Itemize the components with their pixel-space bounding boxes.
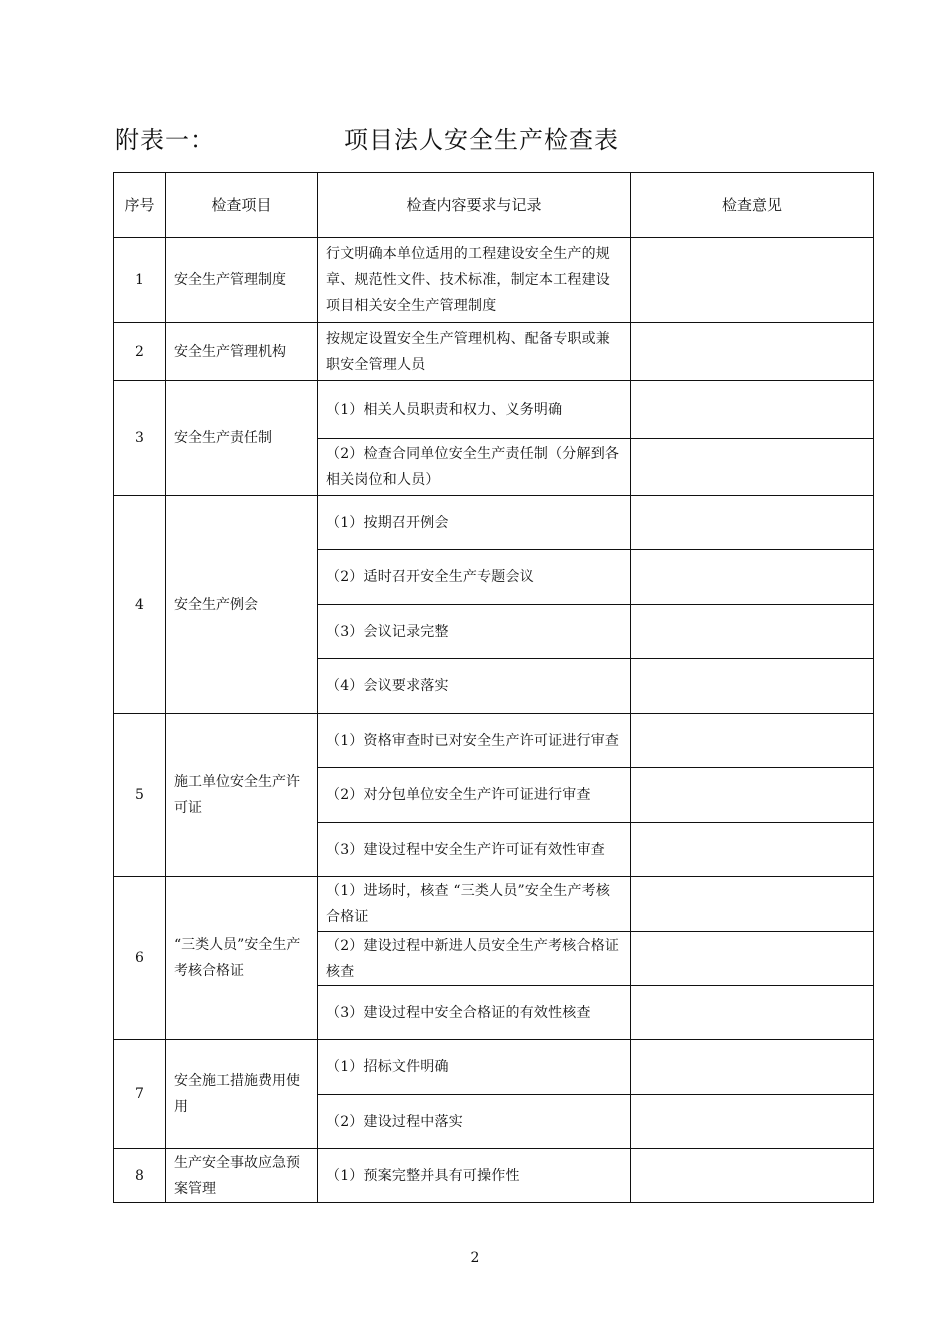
opinion-cell[interactable] — [631, 714, 874, 768]
requirement: 行文明确本单位适用的工程建设安全生产的规章、规范性文件、技术标准，制定本工程建设项目相关安全生产管理制度 — [318, 238, 631, 323]
opinion-cell[interactable] — [631, 932, 874, 986]
opinion-cell[interactable] — [631, 986, 874, 1040]
opinion-cell[interactable] — [631, 877, 874, 932]
table-row — [114, 381, 874, 439]
opinion-cell[interactable] — [631, 550, 874, 605]
requirement: （3）建设过程中安全生产许可证有效性审查 — [318, 823, 631, 877]
page-number: 2 — [470, 1250, 480, 1266]
requirement: （4）会议要求落实 — [318, 659, 631, 714]
opinion-cell[interactable] — [631, 238, 874, 323]
page-title: 项目法人安全生产检查表 — [344, 126, 619, 154]
requirement: （1）相关人员职责和权力、义务明确 — [318, 381, 631, 439]
check-item: 生产安全事故应急预案管理 — [166, 1149, 318, 1203]
requirement: （1）预案完整并具有可操作性 — [318, 1149, 631, 1203]
row-number: 4 — [114, 496, 166, 714]
header-opinion: 检查意见 — [631, 173, 874, 238]
table-row — [114, 238, 874, 323]
requirement: （1）招标文件明确 — [318, 1040, 631, 1095]
requirement: （1）资格审查时已对安全生产许可证进行审查 — [318, 714, 631, 768]
opinion-cell[interactable] — [631, 323, 874, 381]
row-number: 8 — [114, 1149, 166, 1203]
requirement: （1）进场时，核查 “三类人员”安全生产考核合格证 — [318, 877, 631, 932]
page-heading — [115, 120, 875, 156]
requirement: （3）会议记录完整 — [318, 605, 631, 659]
table-row — [114, 1040, 874, 1095]
requirement: （2）建设过程中新进人员安全生产考核合格证核查 — [318, 932, 631, 986]
opinion-cell[interactable] — [631, 381, 874, 439]
header-number: 序号 — [114, 173, 166, 238]
row-number: 2 — [114, 323, 166, 381]
opinion-cell[interactable] — [631, 496, 874, 550]
header-requirements: 检查内容要求与记录 — [318, 173, 631, 238]
check-item: 安全施工措施费用使用 — [166, 1040, 318, 1149]
opinion-cell[interactable] — [631, 1040, 874, 1095]
inspection-table — [113, 172, 874, 1203]
row-number: 7 — [114, 1040, 166, 1149]
table-row — [114, 1149, 874, 1203]
row-number: 5 — [114, 714, 166, 877]
row-number: 1 — [114, 238, 166, 323]
opinion-cell[interactable] — [631, 768, 874, 823]
row-number: 3 — [114, 381, 166, 496]
requirement: （3）建设过程中安全合格证的有效性核查 — [318, 986, 631, 1040]
requirement: （2）建设过程中落实 — [318, 1095, 631, 1149]
opinion-cell[interactable] — [631, 1149, 874, 1203]
check-item: 安全生产责任制 — [166, 381, 318, 496]
requirement: （2）适时召开安全生产专题会议 — [318, 550, 631, 605]
requirement: （2）检查合同单位安全生产责任制（分解到各相关岗位和人员） — [318, 439, 631, 496]
table-row — [114, 323, 874, 381]
header-item: 检查项目 — [166, 173, 318, 238]
appendix-label: 附表一： — [115, 126, 215, 154]
check-item: 安全生产例会 — [166, 496, 318, 714]
opinion-cell[interactable] — [631, 1095, 874, 1149]
table-row — [114, 496, 874, 550]
opinion-cell[interactable] — [631, 823, 874, 877]
table-row — [114, 714, 874, 768]
check-item: 安全生产管理制度 — [166, 238, 318, 323]
requirement: （2）对分包单位安全生产许可证进行审查 — [318, 768, 631, 823]
requirement: （1）按期召开例会 — [318, 496, 631, 550]
check-item: “三类人员”安全生产考核合格证 — [166, 877, 318, 1040]
table-header-row — [114, 173, 874, 238]
row-number: 6 — [114, 877, 166, 1040]
check-item: 施工单位安全生产许可证 — [166, 714, 318, 877]
table-row — [114, 877, 874, 932]
opinion-cell[interactable] — [631, 605, 874, 659]
opinion-cell[interactable] — [631, 439, 874, 496]
requirement: 按规定设置安全生产管理机构、配备专职或兼职安全管理人员 — [318, 323, 631, 381]
opinion-cell[interactable] — [631, 659, 874, 714]
check-item: 安全生产管理机构 — [166, 323, 318, 381]
